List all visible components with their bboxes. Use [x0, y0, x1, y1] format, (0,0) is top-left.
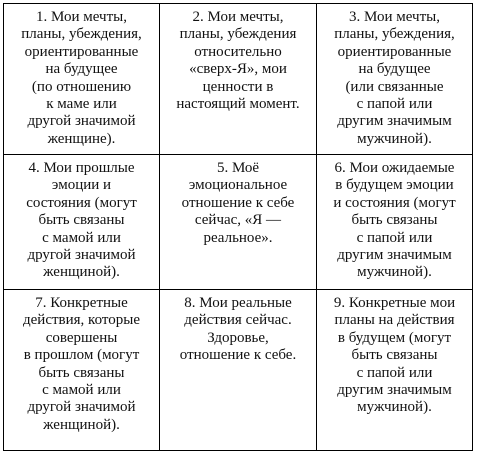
cell-2-line-6: настоящий момент.	[176, 96, 300, 113]
cell-4-line-5: с мамой или	[42, 229, 121, 246]
nine-cell-table	[3, 3, 473, 451]
cell-8-line-4: отношение к себе.	[179, 347, 297, 364]
cell-6-line-7: мужчиной).	[357, 264, 432, 281]
cell-6-line-5: с папой или	[356, 229, 433, 246]
cell-9-line-4: быть связаны	[351, 347, 438, 364]
cell-7-line-2: действия, которые	[23, 312, 140, 329]
cell-8-current-actions	[160, 290, 317, 451]
cell-2-line-3: относительно	[194, 43, 282, 60]
cell-8-text	[164, 295, 312, 365]
cell-8-line-3: Здоровье,	[207, 329, 269, 346]
cell-9-line-2: планы на действия	[334, 312, 455, 329]
cell-6-text	[321, 160, 468, 282]
cell-4-line-4: быть связаны	[38, 212, 125, 229]
table-row-2	[4, 155, 473, 290]
cell-3-line-1: 3. Мои мечты,	[349, 9, 440, 25]
cell-1-line-1: 1. Мои мечты,	[36, 9, 127, 25]
cell-1-past-mother-dreams	[4, 4, 160, 155]
cell-4-line-3: состояния (могут	[26, 194, 137, 211]
cell-1-line-2: планы, убеждения,	[21, 26, 142, 43]
cell-1-text	[8, 9, 155, 148]
cell-5-line-2: эмоциональное	[188, 177, 288, 194]
cell-5-line-1: 5. Моё	[216, 160, 260, 176]
cell-6-line-2: в будущем эмоции	[335, 177, 454, 194]
cell-6-future-emotions	[317, 155, 473, 290]
cell-1-line-6: к маме или	[46, 96, 117, 113]
cell-7-text	[8, 295, 155, 434]
cell-4-text	[8, 160, 155, 282]
cell-7-line-6: с мамой или	[42, 382, 121, 399]
cell-1-line-7: другой значимой	[27, 113, 136, 130]
cell-3-line-4: на будущее	[358, 61, 431, 78]
cell-7-line-8: женщиной).	[43, 416, 120, 433]
cell-9-future-action-plans	[317, 290, 473, 451]
table-row-1	[4, 4, 473, 155]
table-row-3	[4, 290, 473, 451]
cell-7-line-5: быть связаны	[38, 364, 125, 381]
cell-9-text	[321, 295, 468, 417]
cell-9-line-3: в будущем (могут	[337, 329, 452, 346]
cell-9-line-1: 9. Конкретные мои	[333, 295, 456, 311]
cell-7-past-actions	[4, 290, 160, 451]
cell-5-line-3: отношение к себе	[181, 194, 295, 211]
cell-9-line-7: мужчиной).	[357, 399, 432, 416]
cell-7-line-7: другой значимой	[27, 399, 136, 416]
cell-4-line-6: другой значимой	[27, 247, 136, 264]
cell-2-line-4: «сверх-Я», мои	[189, 61, 287, 78]
cell-2-super-ego-values	[160, 4, 317, 155]
cell-2-line-5: ценности в	[202, 78, 274, 95]
cell-7-line-4: в прошлом (могут	[23, 347, 140, 364]
cell-4-line-2: эмоции и	[51, 177, 112, 194]
cell-2-text	[164, 9, 312, 113]
cell-8-line-2: действия сейчас.	[184, 312, 292, 329]
cell-5-line-4: сейчас, «Я —	[194, 212, 282, 229]
table-body	[4, 4, 473, 451]
cell-3-line-3: ориентированные	[337, 43, 452, 60]
cell-4-line-7: женщиной).	[43, 264, 120, 281]
cell-6-line-4: быть связаны	[351, 212, 438, 229]
cell-6-line-3: и состояния (могут	[333, 194, 456, 211]
cell-3-line-7: другим значимым	[337, 113, 452, 130]
cell-3-line-2: планы, убеждения,	[334, 26, 455, 43]
cell-1-line-3: ориентированные	[24, 43, 139, 60]
cell-1-line-5: (по отношению	[31, 78, 132, 95]
cell-9-line-6: другим значимым	[337, 382, 452, 399]
cell-9-line-5: с папой или	[356, 364, 433, 381]
cell-2-line-2: планы, убеждения	[179, 26, 297, 43]
cell-7-line-1: 7. Конкретные	[35, 295, 128, 311]
cell-6-line-1: 6. Мои ожидаемые	[334, 160, 455, 176]
cell-8-line-1: 8. Мои реальные	[184, 295, 292, 311]
cell-3-line-6: с папой или	[356, 96, 433, 113]
cell-1-line-4: на будущее	[45, 61, 118, 78]
cell-4-line-1: 4. Мои прошлые	[28, 160, 135, 176]
cell-5-text	[164, 160, 312, 247]
cell-5-line-5: реальное».	[203, 229, 273, 246]
cell-3-future-father-dreams	[317, 4, 473, 155]
cell-1-line-8: женщине).	[47, 130, 116, 147]
cell-3-text	[321, 9, 468, 148]
cell-3-line-5: (или связанные	[345, 78, 444, 95]
cell-3-line-8: мужчиной).	[357, 130, 432, 147]
cell-5-self-attitude	[160, 155, 317, 290]
cell-6-line-6: другим значимым	[337, 247, 452, 264]
cell-2-line-1: 2. Мои мечты,	[192, 9, 284, 25]
cell-7-line-3: совершены	[45, 329, 118, 346]
cell-4-past-emotions	[4, 155, 160, 290]
